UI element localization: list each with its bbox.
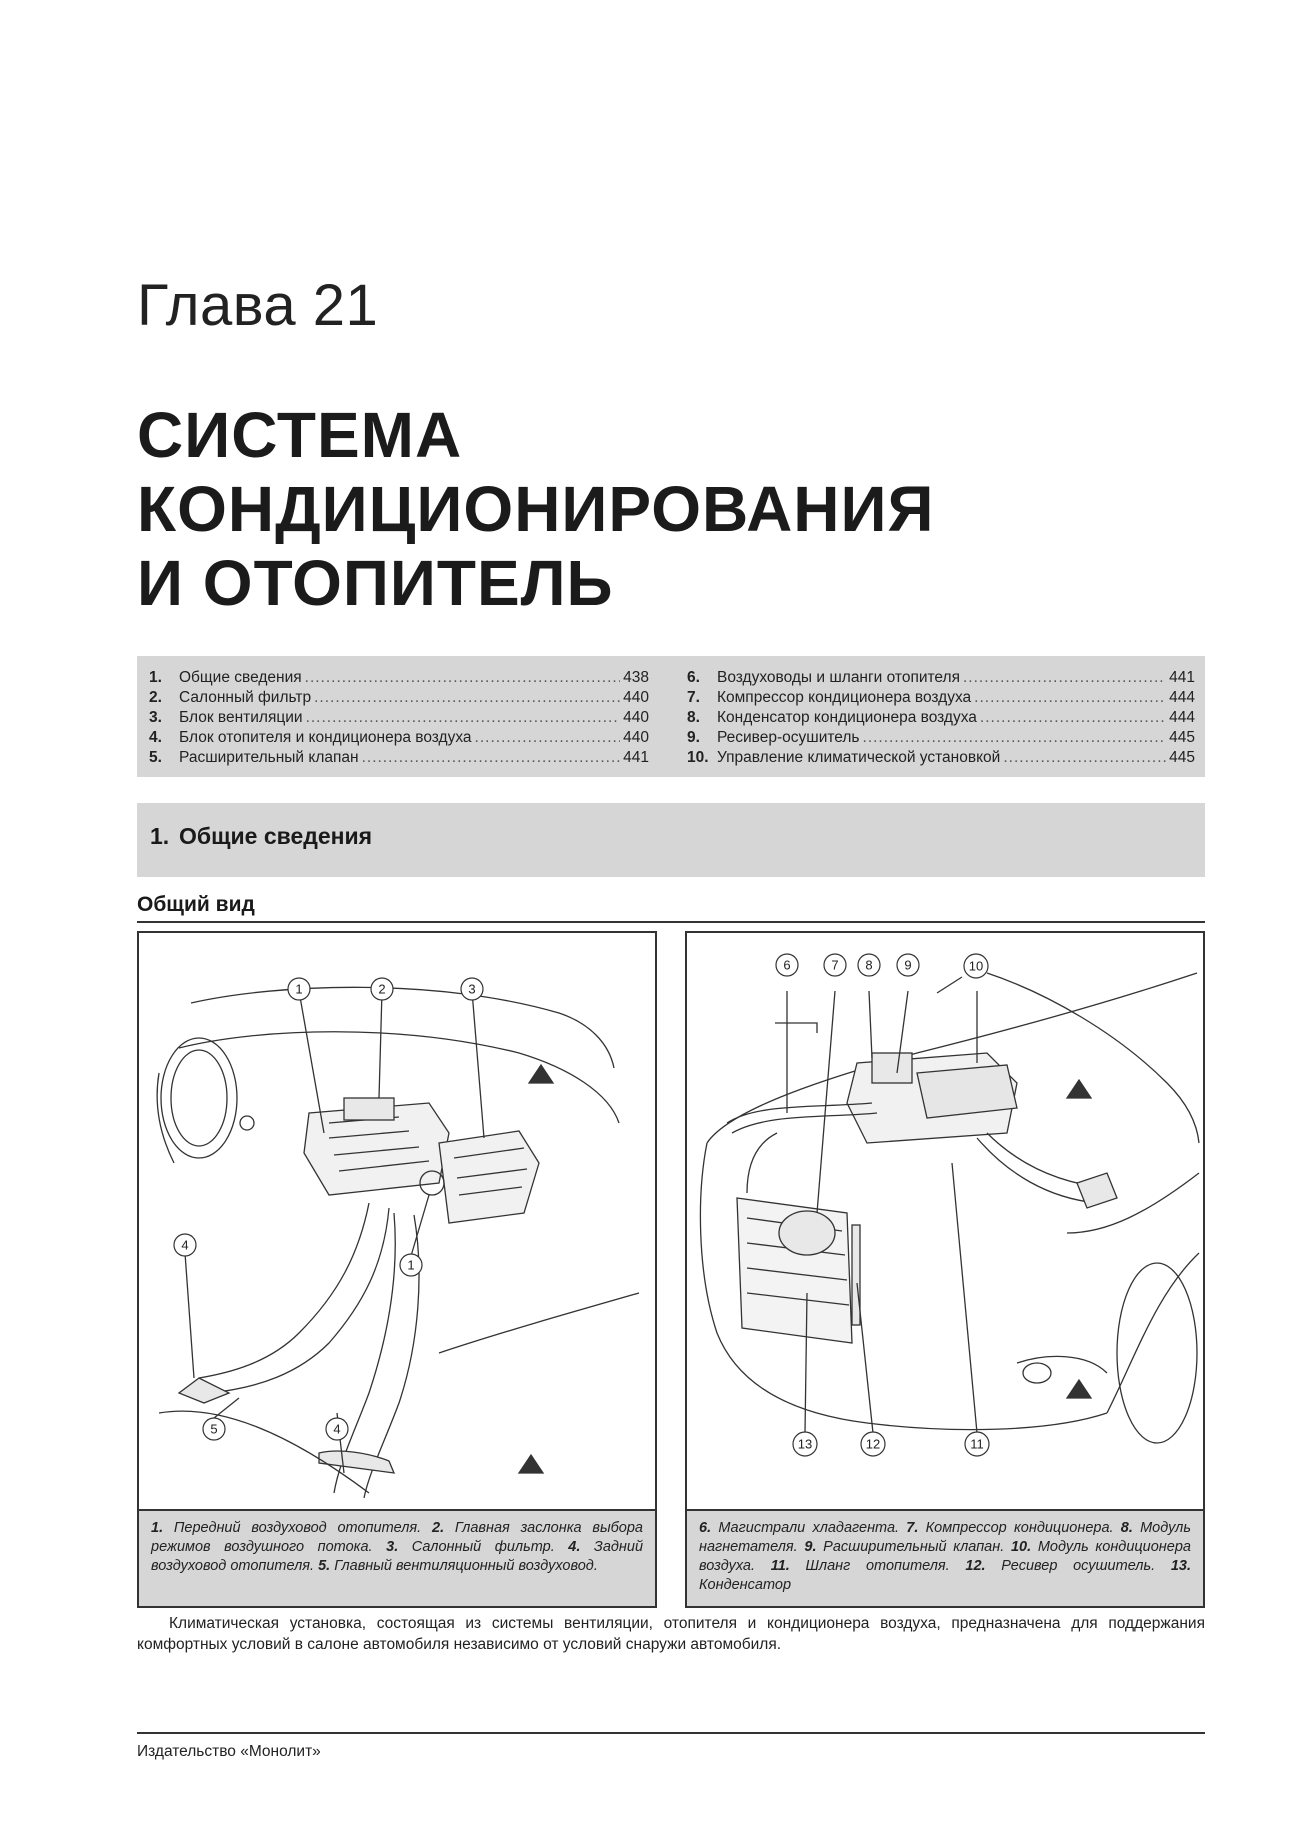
toc-page: 440 (623, 709, 649, 726)
callout-label: 6 (783, 957, 791, 973)
caption-num: 2. (432, 1520, 445, 1536)
callout-12 (860, 1431, 886, 1457)
toc-title: Ресивер-осушитель (717, 729, 860, 746)
toc-item[interactable] (687, 708, 1195, 728)
caption-num: 12. (965, 1558, 986, 1574)
toc-item[interactable] (149, 708, 649, 728)
body-paragraph: Климатическая установка, состоящая из системы вентиляции, отопителя и кондиционера воздуха, предназначена для поддержания комфортных условий в салоне автомобиля независимо от условий снаружи автомобиля. (137, 1615, 1205, 1653)
callout-1-bottom (399, 1253, 423, 1277)
callout-6 (775, 953, 799, 977)
chapter-title-line: СИСТЕМА (137, 399, 463, 471)
toc-page: 445 (1169, 729, 1195, 746)
toc-page: 441 (623, 749, 649, 766)
toc-num: 1. (149, 669, 162, 686)
toc-num: 6. (687, 669, 700, 686)
toc-leader (974, 688, 1166, 708)
caption-num: 10. (1010, 1539, 1032, 1555)
divider (137, 1732, 1205, 1734)
callout-label: 13 (797, 1436, 813, 1452)
callout-1-top (287, 977, 311, 1001)
toc-item[interactable] (149, 668, 649, 688)
callout-11 (964, 1431, 990, 1457)
toc-title: Воздуховоды и шланги отопителя (717, 669, 960, 686)
caption-text: Салонный фильтр. (398, 1539, 569, 1555)
callout-label: 11 (970, 1436, 984, 1452)
caption-num: 3. (386, 1539, 399, 1555)
toc-page: 440 (623, 729, 649, 746)
toc-num: 10. (687, 749, 709, 766)
callout-7 (823, 953, 847, 977)
engine-bay-illustration (687, 933, 1203, 1509)
section-heading (137, 803, 1205, 877)
chapter-title-line: КОНДИЦИОНИРОВАНИЯ (137, 473, 935, 545)
caption-num: 6. (699, 1520, 712, 1536)
caption-text: Расширительный клапан. (816, 1539, 1011, 1555)
callout-label: 1 (407, 1257, 415, 1273)
toc-item[interactable] (149, 688, 649, 708)
caption-text: Шланг отопителя. (789, 1558, 966, 1574)
table-of-contents (137, 656, 1205, 777)
toc-item[interactable] (687, 668, 1195, 688)
toc-num: 2. (149, 689, 162, 706)
caption-text: Передний воздуховод отопителя. (163, 1520, 433, 1536)
toc-page: 441 (1169, 669, 1195, 686)
toc-item[interactable] (687, 748, 1195, 768)
callout-label: 3 (468, 981, 476, 997)
figure-caption-right (687, 1509, 1203, 1606)
caption-text: Компрессор кондиционера. (918, 1520, 1121, 1536)
toc-num: 9. (687, 729, 700, 746)
toc-leader (305, 668, 620, 688)
toc-title: Расширительный клапан (179, 749, 359, 766)
caption-text: Ресивер осушитель. (985, 1558, 1171, 1574)
toc-num: 8. (687, 709, 700, 726)
chapter-title-line: И ОТОПИТЕЛЬ (137, 547, 614, 619)
callout-label: 9 (904, 957, 912, 973)
callout-label: 4 (333, 1421, 341, 1437)
caption-num: 1. (151, 1520, 164, 1536)
toc-title: Конденсатор кондиционера воздуха (717, 709, 977, 726)
caption-text: Задний воздуховод отопителя. (151, 1539, 644, 1574)
callout-label: 1 (295, 981, 303, 997)
caption-num: 9. (804, 1539, 817, 1555)
figure-engine-bay (685, 931, 1205, 1608)
callout-label: 10 (968, 958, 984, 974)
toc-leader (1003, 748, 1166, 768)
divider (137, 921, 1205, 923)
toc-leader (980, 708, 1166, 728)
toc-item[interactable] (687, 728, 1195, 748)
toc-column-right (687, 668, 1195, 768)
toc-num: 4. (149, 729, 162, 746)
toc-page: 438 (623, 669, 649, 686)
callout-label: 5 (210, 1421, 218, 1437)
toc-title: Блок отопителя и кондиционера воздуха (179, 729, 472, 746)
toc-title: Салонный фильтр (179, 689, 312, 706)
chapter-label: Глава 21 (137, 273, 379, 338)
callout-4-bottom (325, 1417, 349, 1441)
subsection-heading: Общий вид (137, 893, 255, 916)
caption-num: 13. (1170, 1558, 1191, 1574)
toc-leader (306, 708, 621, 728)
toc-leader (963, 668, 1166, 688)
figure-caption-left (139, 1509, 655, 1606)
toc-title: Общие сведения (179, 669, 302, 686)
caption-text: Главная заслонка выбора режимов воздушного потока. (151, 1520, 643, 1555)
callout-9 (896, 953, 920, 977)
callout-label: 12 (865, 1436, 881, 1452)
callout-13 (792, 1431, 818, 1457)
caption-num: 5. (318, 1558, 331, 1574)
callout-3 (460, 977, 484, 1001)
callout-label: 4 (181, 1237, 189, 1253)
publisher-footer: Издательство «Монолит» (137, 1743, 321, 1760)
section-title: Общие сведения (179, 823, 373, 849)
caption-num: 7. (906, 1520, 919, 1536)
toc-page: 444 (1169, 709, 1195, 726)
figure-interior-ducts (137, 931, 657, 1608)
callout-label: 7 (831, 957, 839, 973)
toc-item[interactable] (149, 748, 649, 768)
toc-leader (863, 728, 1167, 748)
callout-2 (370, 977, 394, 1001)
toc-title: Управление климатической установкой (717, 749, 1001, 766)
toc-leader (362, 748, 621, 768)
toc-num: 3. (149, 709, 162, 726)
caption-text: Конденсатор (699, 1577, 792, 1593)
toc-item[interactable] (149, 728, 649, 748)
toc-num: 5. (149, 749, 162, 766)
toc-page: 445 (1169, 749, 1195, 766)
callout-8 (857, 953, 881, 977)
caption-num: 4. (568, 1539, 581, 1555)
toc-column-left (149, 668, 649, 768)
toc-title: Блок вентиляции (179, 709, 303, 726)
toc-title: Компрессор кондиционера воздуха (717, 689, 972, 706)
toc-item[interactable] (687, 688, 1195, 708)
caption-text: Главный вентиляционный воздуховод. (330, 1558, 598, 1574)
callout-10 (963, 953, 989, 979)
caption-text: Магистрали хладагента. (711, 1520, 907, 1536)
caption-num: 11. (770, 1558, 790, 1574)
toc-page: 440 (623, 689, 649, 706)
toc-leader (475, 728, 621, 748)
caption-text: Модуль кондиционера воздуха. (699, 1539, 1191, 1574)
callout-label: 2 (378, 981, 386, 997)
section-number: 1. (150, 823, 170, 849)
callout-5 (202, 1417, 226, 1441)
toc-leader (314, 688, 620, 708)
toc-page: 444 (1169, 689, 1195, 706)
toc-num: 7. (687, 689, 700, 706)
callout-label: 8 (865, 957, 873, 973)
chapter-title (137, 398, 1197, 620)
caption-num: 8. (1120, 1520, 1133, 1536)
callout-4-left (173, 1233, 197, 1257)
caption-text: Модуль нагнетателя. (699, 1520, 1191, 1555)
